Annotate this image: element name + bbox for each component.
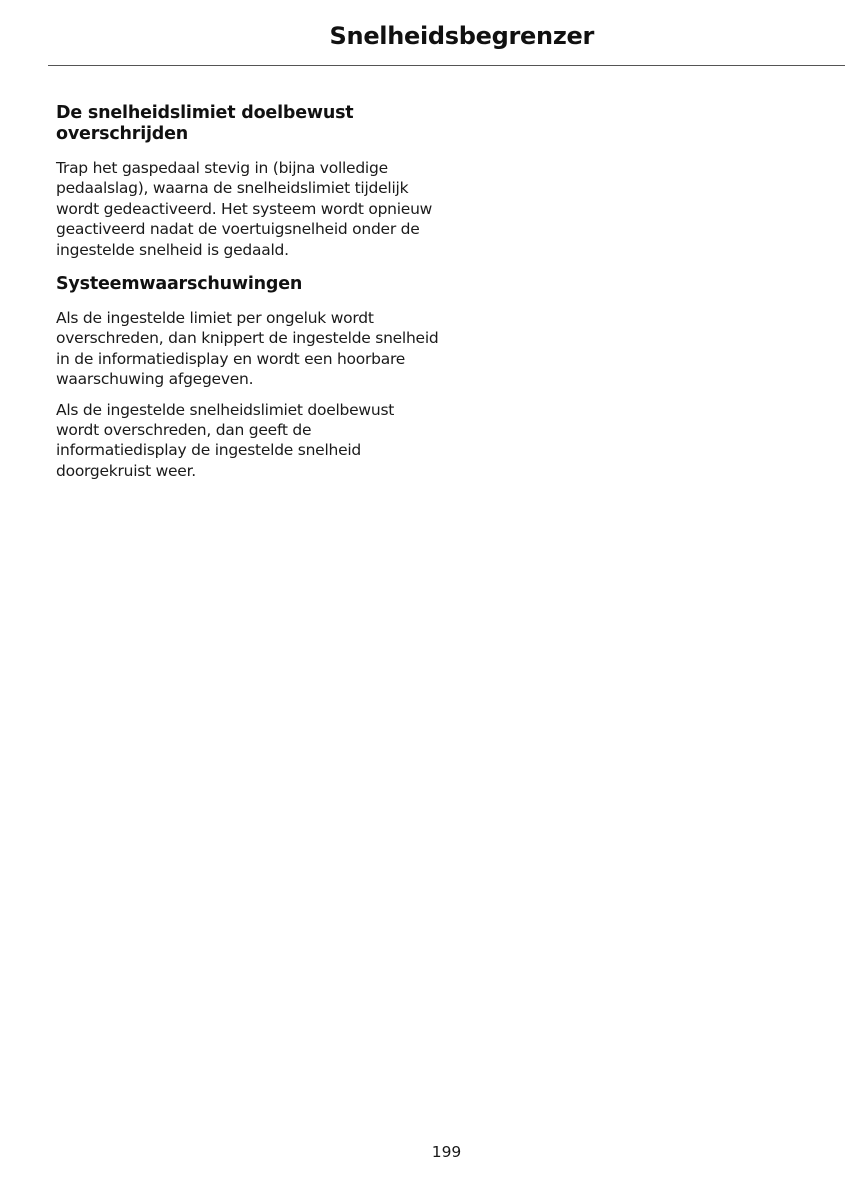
section-heading-override-limit: De snelheidslimiet doelbewust overschrijden: [56, 103, 354, 144]
header-divider: [48, 65, 845, 66]
paragraph-accidental-exceed: Als de ingestelde limiet per ongeluk wordt overschreden, dan knippert de ingestelde snelheid in de informatiedisplay en wordt een hoorbare waarschuwing afgegeven.: [56, 309, 439, 389]
section-heading-system-warnings: Systeemwaarschuwingen: [56, 274, 303, 295]
paragraph-override-limit: Trap het gaspedaal stevig in (bijna volledige pedaalslag), waarna de snelheidslimiet tijdelijk wordt gedeactiveerd. Het systeem wordt opnieuw geactiveerd nadat de voertuigsnelheid onder de ingestelde snelheid is gedaald.: [56, 159, 433, 259]
page-header-title: Snelheidsbegrenzer: [329, 22, 594, 50]
paragraph-deliberate-exceed: Als de ingestelde snelheidslimiet doelbewust wordt overschreden, dan geeft de informatiedisplay de ingestelde snelheid doorgekruist weer.: [56, 400, 395, 480]
page-number: 199: [431, 1143, 462, 1161]
content-column: [56, 103, 441, 481]
